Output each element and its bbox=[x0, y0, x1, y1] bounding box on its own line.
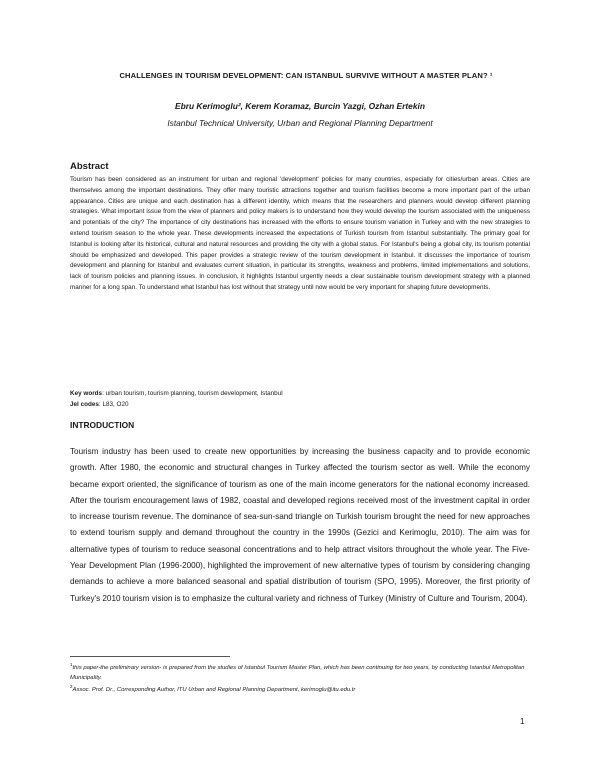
footnote-2-mark: 2 bbox=[70, 684, 73, 689]
page-number: 1 bbox=[520, 717, 525, 726]
abstract-text: Tourism has been considered as an instrument for urban and regional 'development' policies for many countries, especially for cities/urban areas. Cities are themselves among the important destinations. They offer many touristic attractions together and tourism facilities become a more important part of the urban appearance. Cities are unique and each destination has a different identity, which means that the researchers and planners would develop different planning strategies. What important issue from the view of planners and policy makers is to understand how they would develop the tourism associated with the uniqueness and potentials of the city? The importance of city destinations has increased with the efforts to ensure tourism variation in Turkey and with the new strategies to extend tourism season to the whole year. These developments increased the expectations of Turkish tourism from Istanbul substantially. The primary goal for Istanbul is looking after its historical, cultural and natural resources and providing the city with a global status. For Istanbul's being a global city, its tourism potential should be emphasized and developed. This paper provides a strategic review of the tourism development in Istanbul. It discusses the importance of tourism development and planning for Istanbul and evaluates current situation, in particular its strengths, weakness and problems, limited implementations and solutions, lack of tourism policies and planning issues. In conclusion, it highlights Istanbul urgently needs a clear sustainable tourism development strategy with a planned manner for a long span. To understand what Istanbul has lost without that strategy until now would be very important for shaping future developments. bbox=[70, 176, 530, 291]
footnote-divider bbox=[70, 656, 230, 657]
keywords-label: Key words bbox=[70, 390, 103, 397]
jel-text: : L83, O20 bbox=[98, 400, 129, 408]
introduction-text: Tourism industry has been used to create new opportunities by increasing the business capacity and to provide economic growth. After 1980, the economic and structural changes in Turkey affected the tourism sector as well. While the economy became export oriented, the significance of tourism as one of the main income generators for the national economy increased. After the tourism encouragement laws of 1982, coastal and developed regions received most of the investment capital in order to increase tourism revenue. The dominance of sea-sun-sand triangle on Turkish tourism brought the need for new approaches to extend tourism supply and demand throughout the country in the 1990s (Gezici and Kerimoglu, 2010). The aim was for alternative types of tourism to reduce seasonal concentrations and to help attract visitors throughout the whole year. The Five-Year Development Plan (1996-2000), highlighted the improvement of new alternative types of tourism by considering changing demands to achieve a more balanced seasonal and spatial distribution of tourism (SPO, 1995). Moreover, the first priority of Turkey's 2010 tourism vision is to emphasize the cultural variety and richness of Turkey (Ministry of Culture and Tourism, 2004). bbox=[70, 447, 530, 603]
footnote-2-text: Assoc. Prof. Dr., Corresponding Author, ITU Urban and Regional Planning Department, kerimoglu@itu.edu.tr bbox=[72, 686, 356, 693]
abstract-heading: Abstract bbox=[70, 161, 109, 172]
jel-label: Jel codes bbox=[70, 400, 99, 408]
footnote-1-text: this paper-the preliminary version- is prepared from the studies of Istanbul Tourism Master Plan, which has been continuing for two years, by conducting Istanbul Metropolitan Municipality. bbox=[70, 664, 525, 682]
keywords-block bbox=[70, 389, 530, 411]
footnote-1-mark: 1 bbox=[70, 662, 73, 667]
affiliation: Istanbul Technical University, Urban and Regional Planning Department bbox=[167, 118, 433, 128]
introduction-heading: INTRODUCTION bbox=[70, 420, 135, 430]
keywords-line bbox=[70, 389, 530, 400]
jel-line bbox=[70, 400, 530, 411]
footnote-2 bbox=[70, 682, 530, 695]
paper-title: CHALLENGES IN TOURISM DEVELOPMENT: CAN ISTANBUL SURVIVE WITHOUT A MASTER PLAN? ¹ bbox=[119, 71, 493, 80]
footnote-1 bbox=[70, 660, 530, 684]
keywords-text: : urban tourism, tourism planning, tourism development, Istanbul bbox=[102, 390, 283, 397]
author-list: Ebru Kerimoglu², Kerem Koramaz, Burcin Yazgi, Ozhan Ertekin bbox=[175, 101, 425, 111]
